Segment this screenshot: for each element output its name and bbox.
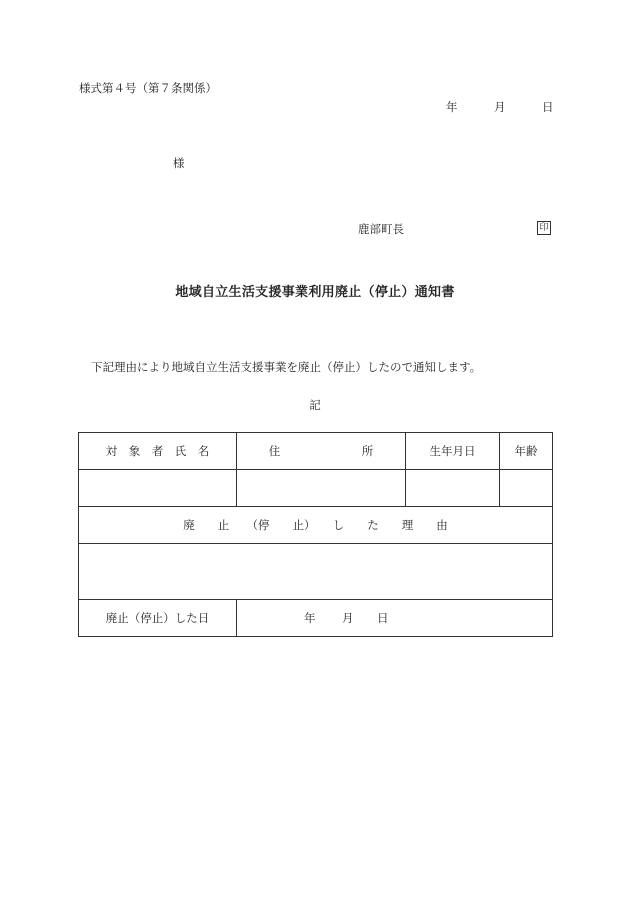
header-age: 年齢: [500, 433, 553, 470]
notice-table: [78, 432, 553, 637]
entry-row: [79, 470, 553, 507]
birthdate-cell[interactable]: [406, 470, 500, 507]
header-address-part2: 所: [361, 444, 374, 458]
stop-date-cell[interactable]: [237, 600, 553, 637]
reason-header-row: [79, 507, 553, 544]
age-cell[interactable]: [500, 470, 553, 507]
date-day-label: 日: [542, 100, 554, 114]
reason-cell[interactable]: [79, 544, 553, 600]
stop-date-year-label: 年: [304, 611, 316, 625]
stop-date-month-label: 月: [342, 611, 354, 625]
stop-date-row: [79, 600, 553, 637]
issue-date: [446, 100, 554, 114]
form-number: 様式第４号（第７条関係）: [79, 81, 217, 95]
header-address: [237, 433, 406, 470]
addressee: 様: [173, 156, 185, 170]
stop-date-label: 廃止（停止）した日: [79, 600, 237, 637]
date-month-label: 月: [494, 100, 506, 114]
ki-heading: 記: [309, 398, 321, 412]
header-address-part1: 住: [268, 444, 281, 458]
name-cell[interactable]: [79, 470, 237, 507]
date-year-label: 年: [446, 100, 458, 114]
header-birthdate: 生年月日: [406, 433, 500, 470]
document-title: 地域自立生活支援事業利用廃止（停止）通知書: [175, 285, 455, 300]
address-cell[interactable]: [237, 470, 406, 507]
body-text: 下記理由により地域自立生活支援事業を廃止（停止）したので通知します。: [91, 360, 482, 374]
stop-date-day-label: 日: [377, 611, 389, 625]
header-name: 対 象 者 氏 名: [79, 433, 237, 470]
issuer: 鹿部町長: [358, 222, 404, 236]
header-row: [79, 433, 553, 470]
reason-header: 廃 止 （停 止） し た 理 由: [79, 507, 553, 544]
reason-row: [79, 544, 553, 600]
seal-mark: 印: [537, 221, 551, 235]
